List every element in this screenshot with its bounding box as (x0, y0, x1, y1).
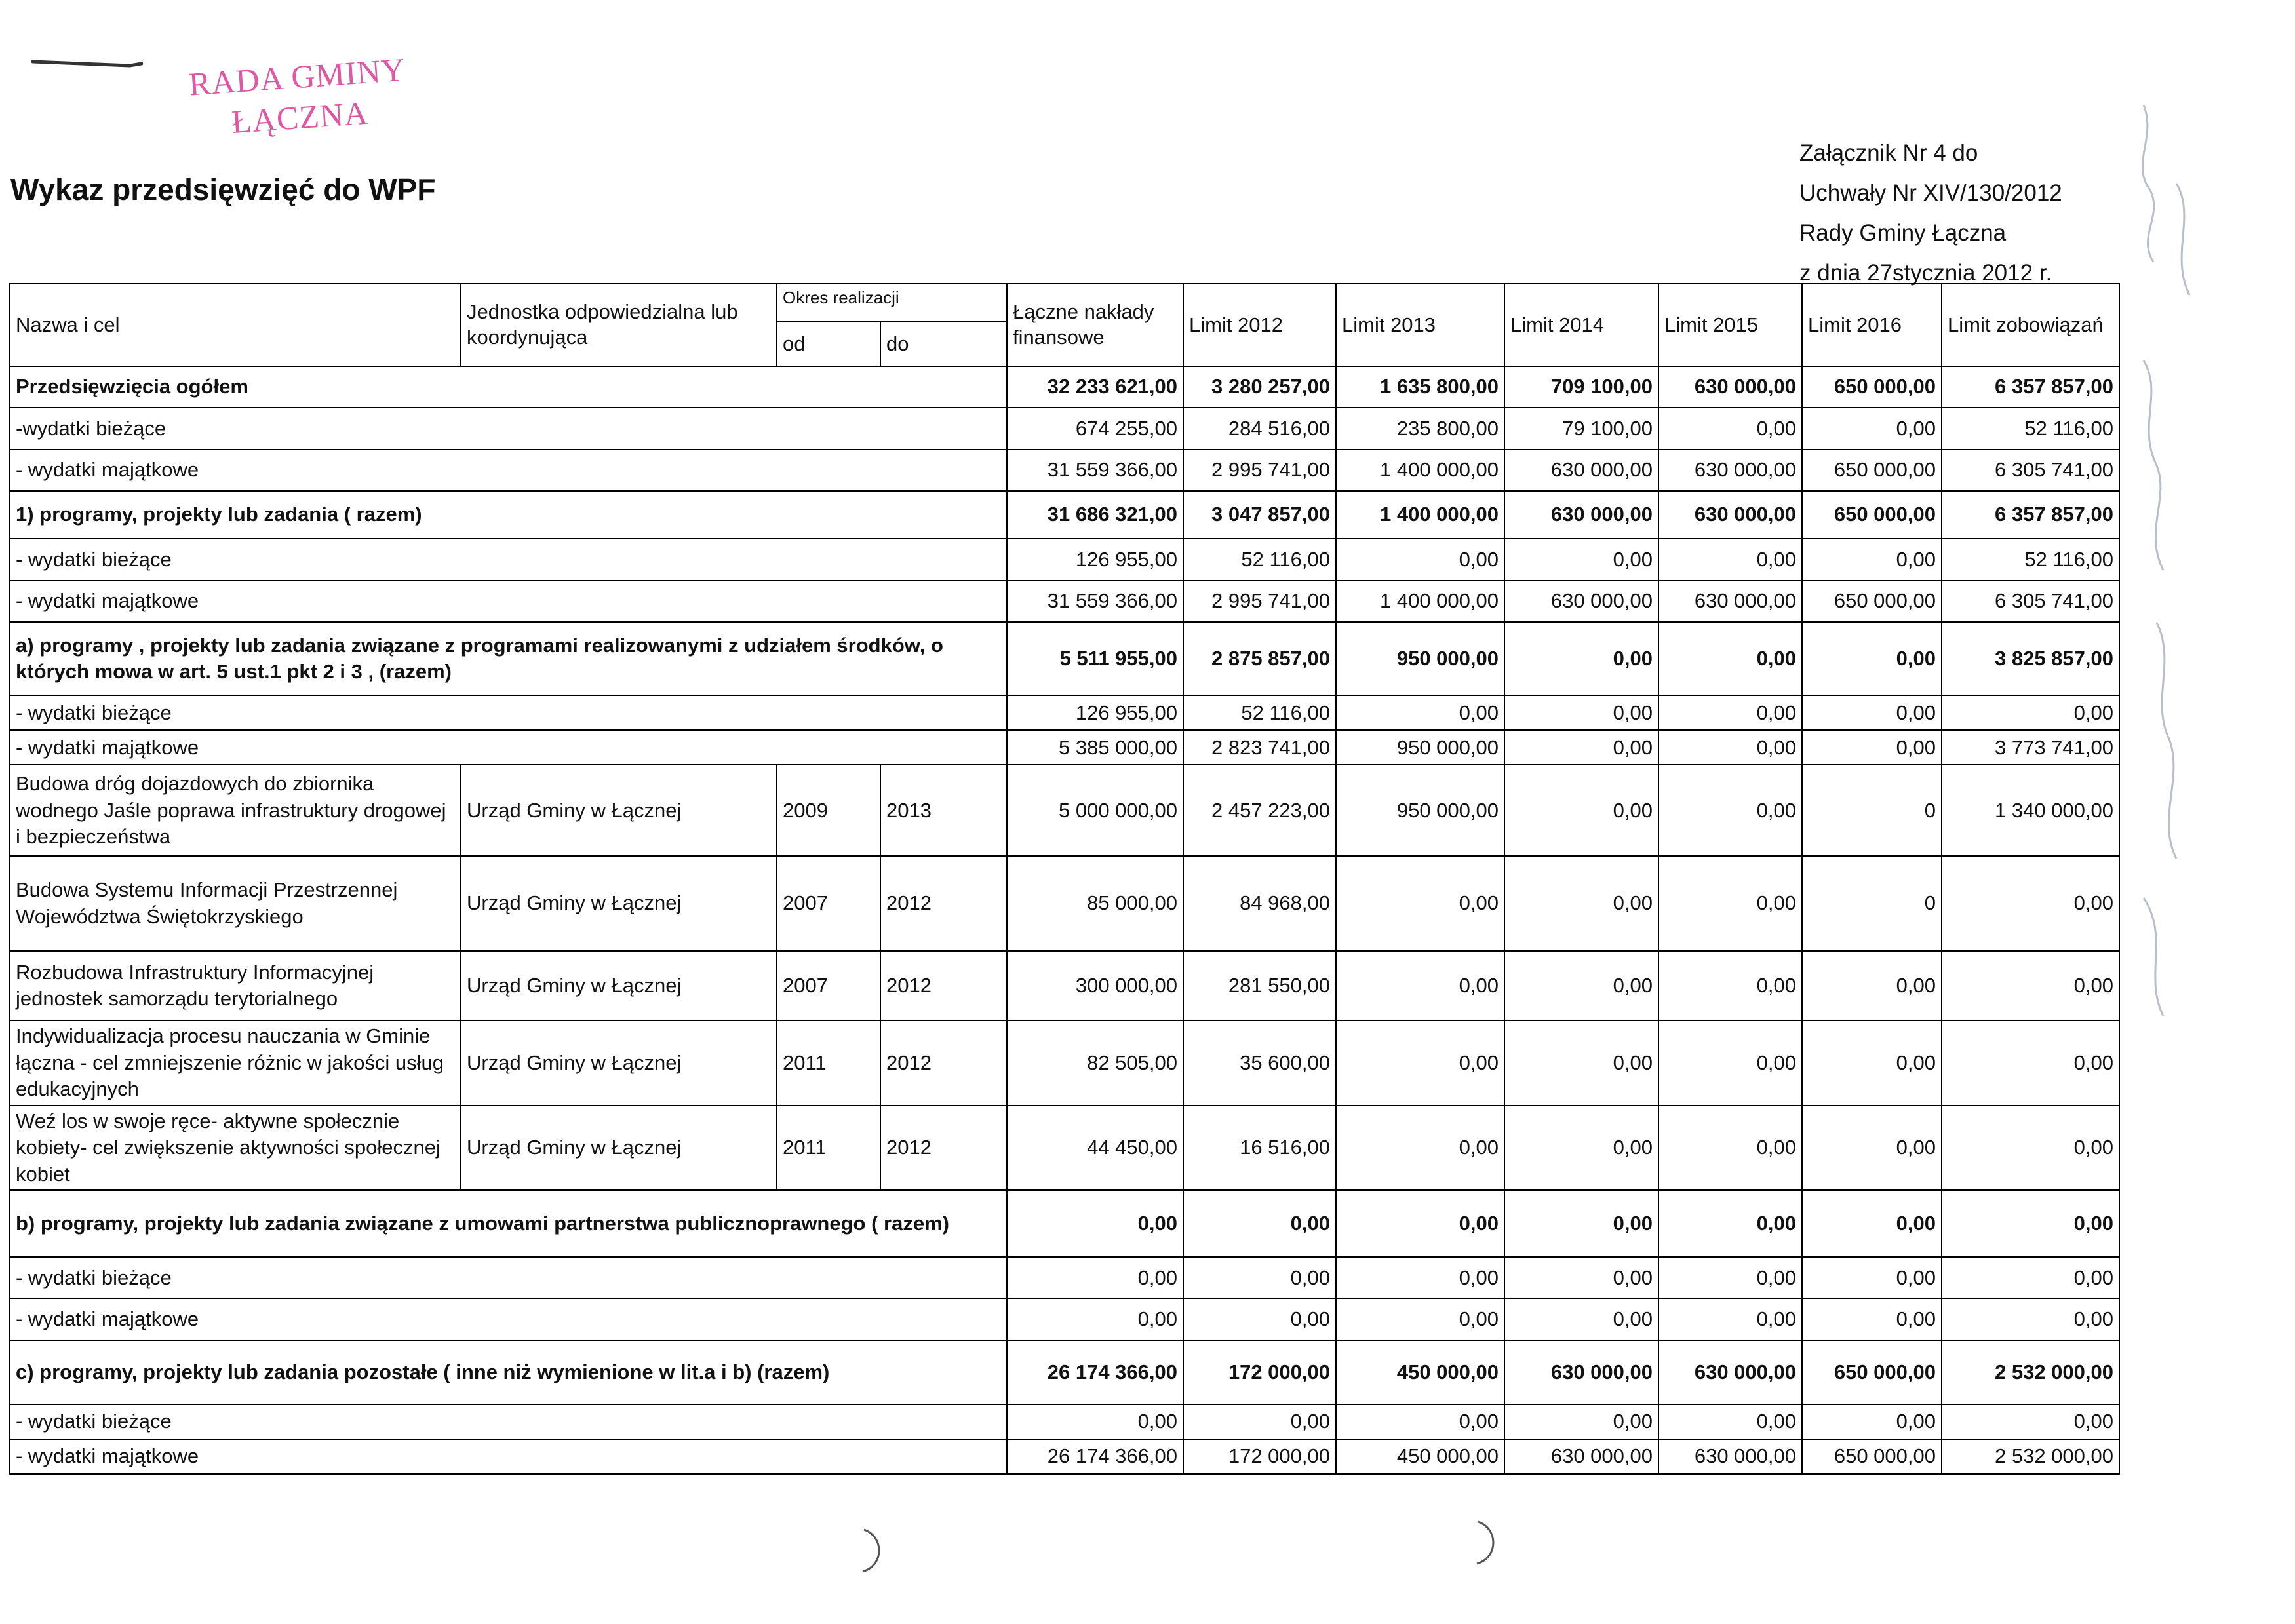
row-limit-2013: 0,00 (1336, 1298, 1504, 1340)
table-row (10, 450, 2119, 491)
row-total: 31 559 366,00 (1007, 450, 1183, 491)
row-to: 2012 (880, 951, 1007, 1020)
row-limit-commitments: 6 357 857,00 (1942, 366, 2119, 408)
table-body (10, 366, 2119, 1474)
row-limit-commitments: 3 825 857,00 (1942, 622, 2119, 695)
table-row (10, 1020, 2119, 1106)
row-unit: Urząd Gminy w Łącznej (461, 856, 777, 951)
table-row (10, 856, 2119, 951)
row-limit-2013: 0,00 (1336, 1106, 1504, 1191)
row-limit-commitments: 0,00 (1942, 1190, 2119, 1257)
row-limit-2016: 0,00 (1802, 622, 1942, 695)
table-row (10, 730, 2119, 765)
row-limit-2013: 1 400 000,00 (1336, 581, 1504, 622)
row-limit-commitments: 52 116,00 (1942, 408, 2119, 449)
row-limit-2012: 172 000,00 (1183, 1340, 1336, 1404)
row-limit-2012: 2 995 741,00 (1183, 450, 1336, 491)
row-unit: Urząd Gminy w Łącznej (461, 765, 777, 856)
header-limit-2014: Limit 2014 (1504, 284, 1658, 366)
table-row (10, 622, 2119, 695)
header-limit-2015: Limit 2015 (1658, 284, 1802, 366)
row-limit-2012: 2 875 857,00 (1183, 622, 1336, 695)
row-limit-2012: 52 116,00 (1183, 695, 1336, 730)
table-row (10, 1190, 2119, 1257)
row-limit-2016: 0,00 (1802, 408, 1942, 449)
row-total: 5 511 955,00 (1007, 622, 1183, 695)
row-limit-2014: 630 000,00 (1504, 1439, 1658, 1474)
row-unit: Urząd Gminy w Łącznej (461, 1020, 777, 1106)
row-from: 2009 (777, 765, 880, 856)
row-limit-2016: 650 000,00 (1802, 450, 1942, 491)
row-limit-2012: 16 516,00 (1183, 1106, 1336, 1191)
row-limit-2014: 0,00 (1504, 539, 1658, 580)
attachment-line-2: Uchwały Nr XIV/130/2012 (1799, 180, 2062, 206)
row-limit-2015: 0,00 (1658, 1190, 1802, 1257)
row-to: 2012 (880, 856, 1007, 951)
row-limit-2014: 630 000,00 (1504, 491, 1658, 539)
row-total: 0,00 (1007, 1257, 1183, 1298)
row-limit-2013: 450 000,00 (1336, 1340, 1504, 1404)
page-title: Wykaz przedsięwzięć do WPF (10, 172, 436, 206)
row-limit-2012: 2 457 223,00 (1183, 765, 1336, 856)
row-to: 2012 (880, 1020, 1007, 1106)
header-limit-2016: Limit 2016 (1802, 284, 1942, 366)
row-total: 31 559 366,00 (1007, 581, 1183, 622)
row-limit-commitments: 3 773 741,00 (1942, 730, 2119, 765)
row-total: 5 000 000,00 (1007, 765, 1183, 856)
table-row (10, 695, 2119, 730)
row-total: 0,00 (1007, 1190, 1183, 1257)
row-total: 300 000,00 (1007, 951, 1183, 1020)
row-limit-2013: 0,00 (1336, 695, 1504, 730)
row-limit-2013: 450 000,00 (1336, 1439, 1504, 1474)
row-limit-commitments: 6 305 741,00 (1942, 581, 2119, 622)
row-limit-2015: 0,00 (1658, 1298, 1802, 1340)
header-total: Łączne nakłady finansowe (1007, 284, 1183, 366)
row-limit-commitments: 0,00 (1942, 856, 2119, 951)
row-label: - wydatki bieżące (10, 1257, 1007, 1298)
row-limit-2013: 950 000,00 (1336, 765, 1504, 856)
table-row (10, 408, 2119, 449)
row-limit-commitments: 6 305 741,00 (1942, 450, 2119, 491)
header-limit-2012: Limit 2012 (1183, 284, 1336, 366)
row-limit-2013: 1 400 000,00 (1336, 450, 1504, 491)
table-row (10, 539, 2119, 580)
row-from: 2007 (777, 856, 880, 951)
stamp-line-1: RADA GMINY (187, 50, 407, 103)
row-limit-2015: 0,00 (1658, 856, 1802, 951)
table-row (10, 765, 2119, 856)
row-total: 0,00 (1007, 1404, 1183, 1439)
row-limit-2012: 172 000,00 (1183, 1439, 1336, 1474)
row-label: Weź los w swoje ręce- aktywne społecznie kobiety- cel zwiększenie aktywności społecznej kobiet (10, 1106, 461, 1191)
row-label: -wydatki bieżące (10, 408, 1007, 449)
row-limit-2015: 630 000,00 (1658, 1340, 1802, 1404)
row-to: 2013 (880, 765, 1007, 856)
row-limit-2016: 0,00 (1802, 951, 1942, 1020)
row-label: Przedsięwzięcia ogółem (10, 366, 1007, 408)
row-limit-2015: 0,00 (1658, 765, 1802, 856)
row-limit-2015: 0,00 (1658, 539, 1802, 580)
row-total: 44 450,00 (1007, 1106, 1183, 1191)
row-label: a) programy , projekty lub zadania związane z programami realizowanymi z udziałem środków, o których mowa w art. 5 ust.1 pkt 2 i 3 , (razem) (10, 622, 1007, 695)
row-total: 26 174 366,00 (1007, 1340, 1183, 1404)
row-to: 2012 (880, 1106, 1007, 1191)
row-limit-2016: 650 000,00 (1802, 491, 1942, 539)
row-limit-commitments: 0,00 (1942, 1020, 2119, 1106)
attachment-line-4: z dnia 27stycznia 2012 r. (1799, 260, 2052, 286)
header-limit-2013: Limit 2013 (1336, 284, 1504, 366)
row-limit-2013: 0,00 (1336, 1020, 1504, 1106)
pen-mark (31, 58, 143, 68)
table-row (10, 1106, 2119, 1191)
row-label: Indywidualizacja procesu nauczania w Gminie łączna - cel zmniejszenie różnic w jakości usług edukacyjnych (10, 1020, 461, 1106)
row-limit-2014: 0,00 (1504, 1020, 1658, 1106)
table-row (10, 581, 2119, 622)
council-stamp (187, 49, 410, 145)
row-limit-2015: 630 000,00 (1658, 581, 1802, 622)
row-limit-commitments: 1 340 000,00 (1942, 765, 2119, 856)
row-limit-commitments: 0,00 (1942, 1106, 2119, 1191)
row-limit-2016: 0,00 (1802, 1020, 1942, 1106)
table-row (10, 491, 2119, 539)
row-limit-commitments: 0,00 (1942, 695, 2119, 730)
row-limit-commitments: 52 116,00 (1942, 539, 2119, 580)
row-limit-2012: 3 047 857,00 (1183, 491, 1336, 539)
row-label: c) programy, projekty lub zadania pozostałe ( inne niż wymienione w lit.a i b) (razem) (10, 1340, 1007, 1404)
row-limit-2016: 0,00 (1802, 1404, 1942, 1439)
row-limit-2015: 0,00 (1658, 951, 1802, 1020)
row-limit-commitments: 0,00 (1942, 1404, 2119, 1439)
row-from: 2011 (777, 1106, 880, 1191)
row-label: - wydatki majątkowe (10, 581, 1007, 622)
row-label: Budowa dróg dojazdowych do zbiornika wodnego Jaśle poprawa infrastruktury drogowej i bezpieczeństwa (10, 765, 461, 856)
row-limit-2015: 0,00 (1658, 1404, 1802, 1439)
table-row (10, 1439, 2119, 1474)
row-limit-2016: 0,00 (1802, 1257, 1942, 1298)
row-limit-2015: 0,00 (1658, 622, 1802, 695)
row-limit-2014: 630 000,00 (1504, 450, 1658, 491)
row-total: 674 255,00 (1007, 408, 1183, 449)
row-total: 85 000,00 (1007, 856, 1183, 951)
row-limit-2012: 3 280 257,00 (1183, 366, 1336, 408)
row-label: - wydatki majątkowe (10, 1298, 1007, 1340)
row-limit-2015: 0,00 (1658, 408, 1802, 449)
row-limit-2016: 0,00 (1802, 1298, 1942, 1340)
row-limit-2012: 35 600,00 (1183, 1020, 1336, 1106)
row-label: - wydatki majątkowe (10, 730, 1007, 765)
row-limit-commitments: 0,00 (1942, 951, 2119, 1020)
row-label: - wydatki majątkowe (10, 1439, 1007, 1474)
row-limit-2014: 79 100,00 (1504, 408, 1658, 449)
row-limit-2016: 0,00 (1802, 1190, 1942, 1257)
row-unit: Urząd Gminy w Łącznej (461, 951, 777, 1020)
row-limit-commitments: 2 532 000,00 (1942, 1340, 2119, 1404)
row-limit-2014: 0,00 (1504, 730, 1658, 765)
row-total: 0,00 (1007, 1298, 1183, 1340)
row-limit-2013: 1 635 800,00 (1336, 366, 1504, 408)
row-limit-2013: 0,00 (1336, 856, 1504, 951)
row-limit-2015: 0,00 (1658, 1106, 1802, 1191)
row-label: Budowa Systemu Informacji Przestrzennej Województwa Świętokrzyskiego (10, 856, 461, 951)
row-limit-commitments: 0,00 (1942, 1298, 2119, 1340)
row-limit-2016: 650 000,00 (1802, 581, 1942, 622)
row-limit-2012: 284 516,00 (1183, 408, 1336, 449)
row-label: - wydatki bieżące (10, 539, 1007, 580)
row-limit-2014: 0,00 (1504, 765, 1658, 856)
row-limit-commitments: 6 357 857,00 (1942, 491, 2119, 539)
row-total: 126 955,00 (1007, 695, 1183, 730)
row-limit-2012: 2 823 741,00 (1183, 730, 1336, 765)
header-limit-commitments: Limit zobowiązań (1942, 284, 2119, 366)
row-limit-2012: 0,00 (1183, 1190, 1336, 1257)
row-limit-2016: 650 000,00 (1802, 1340, 1942, 1404)
row-limit-2013: 235 800,00 (1336, 408, 1504, 449)
row-limit-2014: 0,00 (1504, 1106, 1658, 1191)
attachment-line-3: Rady Gminy Łączna (1799, 220, 2007, 246)
row-limit-2016: 0,00 (1802, 730, 1942, 765)
header-from: od (777, 322, 880, 366)
row-limit-2012: 0,00 (1183, 1404, 1336, 1439)
handwritten-margin-note (2117, 85, 2294, 1068)
row-total: 5 385 000,00 (1007, 730, 1183, 765)
header-to: do (880, 322, 1007, 366)
row-label: - wydatki bieżące (10, 1404, 1007, 1439)
row-limit-2014: 709 100,00 (1504, 366, 1658, 408)
binder-hole (857, 1527, 888, 1574)
row-limit-2016: 0 (1802, 856, 1942, 951)
table-row (10, 1340, 2119, 1404)
row-limit-2014: 0,00 (1504, 856, 1658, 951)
row-limit-2012: 84 968,00 (1183, 856, 1336, 951)
row-limit-2014: 630 000,00 (1504, 581, 1658, 622)
row-limit-2013: 0,00 (1336, 1404, 1504, 1439)
row-limit-2013: 0,00 (1336, 1190, 1504, 1257)
row-limit-2014: 0,00 (1504, 622, 1658, 695)
row-limit-2014: 0,00 (1504, 1190, 1658, 1257)
row-limit-2013: 0,00 (1336, 539, 1504, 580)
row-limit-2014: 0,00 (1504, 1257, 1658, 1298)
row-total: 126 955,00 (1007, 539, 1183, 580)
attachment-note (1799, 133, 2062, 293)
row-total: 82 505,00 (1007, 1020, 1183, 1106)
row-limit-2014: 630 000,00 (1504, 1340, 1658, 1404)
row-limit-2015: 630 000,00 (1658, 491, 1802, 539)
row-limit-2014: 0,00 (1504, 1404, 1658, 1439)
row-limit-2013: 950 000,00 (1336, 622, 1504, 695)
row-limit-2012: 281 550,00 (1183, 951, 1336, 1020)
row-label: Rozbudowa Infrastruktury Informacyjnej jednostek samorządu terytorialnego (10, 951, 461, 1020)
stamp-line-2: ŁĄCZNA (230, 94, 370, 141)
row-limit-2016: 0,00 (1802, 539, 1942, 580)
row-limit-2015: 0,00 (1658, 1257, 1802, 1298)
row-limit-2013: 0,00 (1336, 951, 1504, 1020)
row-limit-2012: 0,00 (1183, 1257, 1336, 1298)
row-total: 31 686 321,00 (1007, 491, 1183, 539)
row-limit-2013: 1 400 000,00 (1336, 491, 1504, 539)
row-label: - wydatki bieżące (10, 695, 1007, 730)
row-total: 32 233 621,00 (1007, 366, 1183, 408)
row-limit-2012: 52 116,00 (1183, 539, 1336, 580)
header-name: Nazwa i cel (10, 284, 461, 366)
row-label: - wydatki majątkowe (10, 450, 1007, 491)
row-limit-2016: 0 (1802, 765, 1942, 856)
binder-hole (1472, 1519, 1502, 1566)
projects-table (9, 283, 2120, 1475)
row-limit-2016: 0,00 (1802, 1106, 1942, 1191)
row-label: 1) programy, projekty lub zadania ( razem) (10, 491, 1007, 539)
row-limit-2013: 950 000,00 (1336, 730, 1504, 765)
table-row (10, 951, 2119, 1020)
header-unit: Jednostka odpowiedzialna lub koordynująca (461, 284, 777, 366)
row-limit-2013: 0,00 (1336, 1257, 1504, 1298)
row-limit-2015: 0,00 (1658, 730, 1802, 765)
row-limit-2015: 630 000,00 (1658, 450, 1802, 491)
table-row (10, 1298, 2119, 1340)
row-limit-2012: 0,00 (1183, 1298, 1336, 1340)
row-unit: Urząd Gminy w Łącznej (461, 1106, 777, 1191)
row-limit-2015: 630 000,00 (1658, 1439, 1802, 1474)
row-label: b) programy, projekty lub zadania związane z umowami partnerstwa publicznoprawnego ( razem) (10, 1190, 1007, 1257)
header-period: Okres realizacji (777, 284, 1007, 322)
row-limit-2015: 630 000,00 (1658, 366, 1802, 408)
row-limit-2012: 2 995 741,00 (1183, 581, 1336, 622)
row-limit-2016: 650 000,00 (1802, 1439, 1942, 1474)
row-limit-commitments: 2 532 000,00 (1942, 1439, 2119, 1474)
row-from: 2007 (777, 951, 880, 1020)
row-from: 2011 (777, 1020, 880, 1106)
attachment-line-1: Załącznik Nr 4 do (1799, 140, 1978, 166)
row-total: 26 174 366,00 (1007, 1439, 1183, 1474)
table-row (10, 366, 2119, 408)
row-limit-2016: 0,00 (1802, 695, 1942, 730)
row-limit-commitments: 0,00 (1942, 1257, 2119, 1298)
row-limit-2016: 650 000,00 (1802, 366, 1942, 408)
row-limit-2015: 0,00 (1658, 695, 1802, 730)
row-limit-2014: 0,00 (1504, 951, 1658, 1020)
table-row (10, 1257, 2119, 1298)
row-limit-2014: 0,00 (1504, 1298, 1658, 1340)
row-limit-2014: 0,00 (1504, 695, 1658, 730)
table-row (10, 1404, 2119, 1439)
row-limit-2015: 0,00 (1658, 1020, 1802, 1106)
